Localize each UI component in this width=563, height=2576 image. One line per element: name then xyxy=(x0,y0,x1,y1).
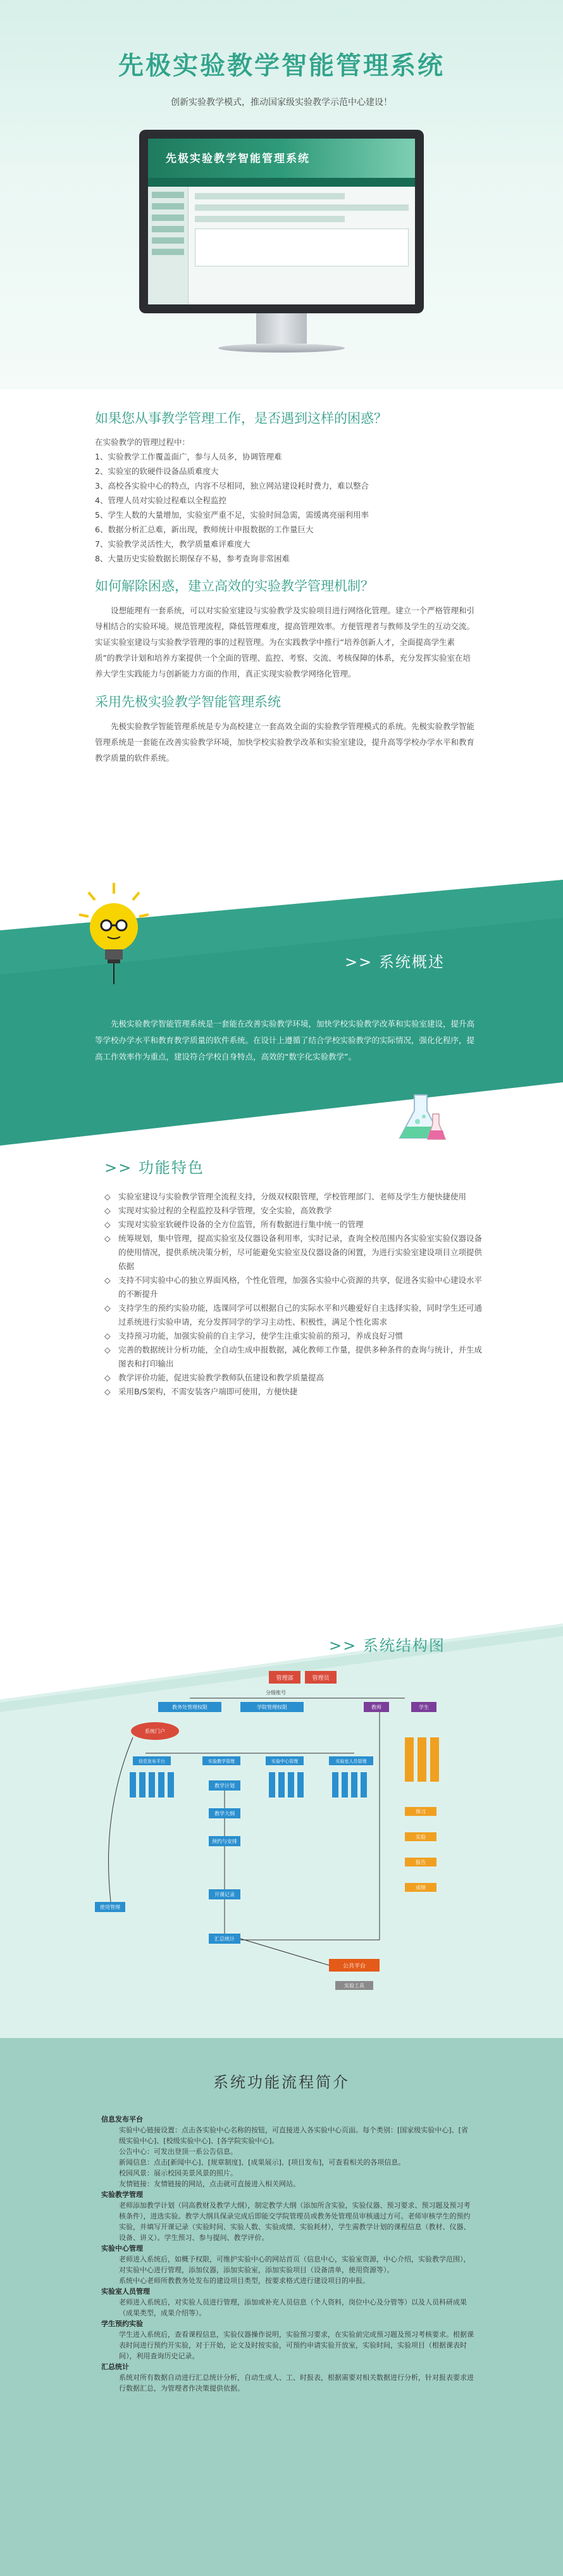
flow-section xyxy=(0,2038,563,2576)
flow-title: 系统功能流程简介 xyxy=(213,2073,350,2091)
flow-body xyxy=(101,2114,474,2394)
flow-line: 公告中心：可发出登顶一系公告信息。 xyxy=(119,2148,237,2156)
node-row2-b-label: 学院管理权限 xyxy=(257,1704,287,1710)
hero-header xyxy=(0,0,563,389)
problems-section xyxy=(0,389,563,766)
sub-account-label: 分级账号 xyxy=(266,1690,286,1696)
problems-heading: 如果您从事教学管理工作，是否遇到这样的困惑？ xyxy=(95,411,387,426)
list-item: 2、实验室的软硬件设备品质难度大 xyxy=(95,466,219,476)
list-item: ◇ 采用B/S架构，不需安装客户端即可使用，方便快捷 xyxy=(104,1385,484,1399)
flow-section-heading: 实验中心管理 xyxy=(101,2244,143,2253)
list-item: 7、实验教学灵活性大，教学质量难评难度大 xyxy=(95,539,251,549)
screen-banner xyxy=(148,139,415,178)
flow-line: 系统对所有数据自动进行汇总统计分析，自动生成人、工、时报表，根据需要对相关数据进行分析，针对报表要求进行数据汇总，为管理者作决策提供依据。 xyxy=(119,2373,474,2392)
screen-menu-bar xyxy=(148,178,415,187)
node-row3-a-label: 信息发布平台 xyxy=(139,1759,165,1764)
flow-section-heading: 信息发布平台 xyxy=(101,2115,143,2123)
screen-banner-title: 先极实验教学智能管理系统 xyxy=(166,153,310,165)
screen-body xyxy=(148,187,415,304)
flow-section-heading: 汇总统计 xyxy=(101,2363,129,2371)
list-item: ◇ 教学评价功能，促进实验教学教师队伍建设和教学质量提高 xyxy=(104,1371,484,1385)
node-row3-d-label: 实验室人员管理 xyxy=(335,1759,367,1764)
flow-header xyxy=(0,2070,563,2092)
list-item: ◇ 实现对实验过程的全程监控及科学管理，安全实验，高效教学 xyxy=(104,1204,484,1218)
list-item: ◇ 实验室建设与实验教学管理全流程支持，分级双权限管理，学校管理部门、老师及学生方便快捷使用 xyxy=(104,1190,484,1204)
node-admin-dept-label: 管理部 xyxy=(276,1675,294,1682)
list-item: ◇ 支持不同实验中心的独立界面风格，个性化管理，加强各实验中心资源的共享，促进各实验中心建设水平的不断提升 xyxy=(104,1273,484,1301)
node-admin-label: 管理员 xyxy=(312,1675,330,1682)
adopt-paragraph: 先极实验教学智能管理系统是专为高校建立一套高效全面的实验教学管理模式的系统。先极实验教学智能管理系统是一套能在改善实验教学环境，加快学校实验教学改革和实验室建设，提升高等学校办学水平和教育教学质量的软件系统。 xyxy=(95,722,475,763)
flow-section-heading: 学生预约实验 xyxy=(101,2320,143,2328)
flow-line: 友情链接：友情链接的网站，点击就可直接进入相关网站。 xyxy=(119,2180,300,2188)
node-row3-c-label: 实验中心管理 xyxy=(271,1759,298,1764)
features-title: >> 功能特色 xyxy=(104,1159,204,1177)
flow-line: 新闻信息：点击[新闻中心]、[规章制度]、[成果展示]、[项目发布]，可查看相关的各项信息。 xyxy=(119,2158,405,2166)
node-row3-b-label: 实验教学管理 xyxy=(208,1759,235,1764)
structure-section xyxy=(0,1623,563,2082)
lightbulb-icon xyxy=(76,880,152,987)
problems-list xyxy=(95,435,563,566)
page-title: 先极实验教学智能管理系统 xyxy=(118,51,445,80)
flow-line: 实验中心链接设置：点击各实验中心名称的按钮，可直接进入各实验中心页面。每个类别：[国家级实验中心]、[省级实验中心]、[校级实验中心]、[各学院实验中心]。 xyxy=(119,2126,468,2145)
overview-paragraph: 先极实验教学智能管理系统是一套能在改善实验教学环境，加快学校实验教学改革和实验室建设，提升高等学校办学水平和教育教学质量的软件系统。在设计上遵循了结合学校实验教学的实际情况，强化化程序，提高工作效率作为重点，建设符合学校自身特点，高效的“数字化实验教学”。 xyxy=(95,1019,475,1061)
monitor-neck xyxy=(256,313,307,344)
node-student-label: 学生 xyxy=(419,1704,429,1710)
list-item: ◇ 实现对实验室软硬件设备的全方位监管，所有数据进行集中统一的管理 xyxy=(104,1218,484,1232)
list-item: 6、数据分析汇总难，新出现，教师统计申报数据的工作量巨大 xyxy=(95,525,314,534)
overview-title: >> 系统概述 xyxy=(345,953,445,971)
node-tools-label: 实验工具 xyxy=(344,1983,364,1989)
list-item: 4、管理人员对实验过程难以全程监控 xyxy=(95,496,226,505)
node-summary-label: 汇总统计 xyxy=(214,1936,235,1942)
monitor-base xyxy=(218,344,345,353)
list-item: ◇ 支持预习功能，加强实验前的自主学习，使学生注重实验前的预习，养成良好习惯 xyxy=(104,1329,484,1343)
overview-section xyxy=(0,880,563,1146)
node-record-label: 开课记录 xyxy=(214,1892,235,1898)
node-plan-label: 教学计划 xyxy=(214,1783,235,1789)
node-booking-label: 预约与安排 xyxy=(212,1839,237,1844)
flow-section-heading: 实验教学管理 xyxy=(101,2191,143,2199)
node-public-platform-label: 公共平台 xyxy=(342,1963,366,1970)
node-usage-mgmt-label: 使用管理 xyxy=(100,1904,120,1910)
list-item: 1、实验教学工作覆盖面广，参与人员多，协调管理难 xyxy=(95,452,282,461)
list-item: ◇ 支持学生的预约实验功能，选课同学可以根据自己的实际水平和兴趣爱好自主选择实验，同时学生还可通过系统进行实验申请，充分发挥同学的学习主动性、积极性，满足个性化需求 xyxy=(104,1301,484,1329)
node-portal-label: 系统门户 xyxy=(145,1729,165,1734)
flask-icon xyxy=(392,1089,449,1146)
list-item: ◇ 完善的数据统计分析功能，全自动生成申报数据，减化教师工作量，提供多种条件的查询与统计，并生成图表和打印输出 xyxy=(104,1343,484,1371)
list-item: 8、大量历史实验数据长期保存不易，参考查询非常困难 xyxy=(95,554,290,563)
screen-main xyxy=(189,187,415,304)
flow-line: 老师添加教学计划（同高教财及教学大纲），制定教学大纲（添加所含实验，实验仪器、预习要求、预习题及预习考核条件），进选实验。教学大纲具保录完成后即能交学院管理员或教务处管理员审核通过方可。老师审核学生的预约实验，并填写开课记录（实验时间、实验人数、实验成绩、实验耗材），学生需教学计划的课程信息（教材、仪器、设备、讲义）。学生预习、参与提问、教学评价。 xyxy=(119,2201,471,2242)
node-report-label: 报告 xyxy=(416,1860,426,1865)
node-experiment-label: 实验 xyxy=(416,1834,426,1840)
page-subtitle: 创新实验教学模式，推动国家级实验教学示范中心建设！ xyxy=(171,97,392,108)
node-teacher-label: 教师 xyxy=(371,1704,381,1710)
structure-title: >> 系统结构图 xyxy=(329,1637,445,1654)
list-item: 3、高校各实验中心的特点，内容不尽相同，独立网站建设耗时费力，难以整合 xyxy=(95,481,369,491)
adopt-heading: 采用先极实验教学智能管理系统 xyxy=(95,694,281,710)
flow-line: 系统中心老师所教教务处发布的建设项目类型，按要求格式进行建设项目的申报。 xyxy=(119,2277,369,2285)
solve-paragraph: 设想能理有一套系统，可以对实验室建设与实验教学及实验项目进行网络化管理。建立一个严格管理和引导相结合的实验环境。规范管理流程，降低管理难度，提高管理效率。方便管理者与教师及学生的互动交流。实证实验室建设与实验教学管理的事的过程管理。为在实践教学中推行“培养创新人才，全面提高学生素质”的教学计划和培养方案提供一个全面的管理、监控、考察、交流、考核保障的体系，充分发挥实验室在培养大学生实践能力与创新能力方面的作用，真正实现实验教学网络化管理。 xyxy=(95,606,475,678)
features-list xyxy=(104,1190,484,1399)
node-preview-label: 预习 xyxy=(416,1809,426,1815)
flow-line: 老师进入系统后，如概予权限，可维护实验中心的网站首页（信息中心，实验室资源，中心介绍，实验教学范围），对实验中心进行管理，添加仪器，添加实验室，添加实验项目（设备清单，使用资源等）。 xyxy=(119,2255,471,2274)
flow-section-heading: 实验室人员管理 xyxy=(101,2287,150,2296)
node-syllabus-label: 教学大纲 xyxy=(214,1811,235,1816)
structure-diagram xyxy=(0,1623,563,2082)
solve-heading: 如何解除困惑，建立高效的实验教学管理机制？ xyxy=(95,578,374,594)
flow-line: 学生进入系统后，查看课程信息，实验仪器操作说明，实验预习要求，在实验前完成预习题及预习考核要求。根据课表时间进行预约开实验，对于开始，论文及时按实验，可预约申请实验开放室，实验时间，实验项目（根据课表时间），利用查询历史记录。 xyxy=(119,2330,474,2360)
list-item: 5、学生人数的大量增加，实验室严重不足，实验时间急需，需缓离亮丽利用率 xyxy=(95,510,369,520)
problems-intro: 在实验教学的管理过程中： xyxy=(95,437,190,447)
monitor-bezel xyxy=(139,130,424,313)
flow-line: 校园风景：展示校园美景风景的照片。 xyxy=(119,2169,237,2177)
monitor-illustration xyxy=(139,130,424,353)
flow-line: 老师进入系统后，对实验人员进行管理，添加或补充人员信息（个人资料，岗位中心及分管等）以及人员科研成果（成果类型，成果介绍等）。 xyxy=(119,2298,467,2317)
node-row2-a-label: 教务处管理权限 xyxy=(172,1704,207,1710)
list-item: ◇ 统筹规划，集中管理，提高实验室及仪器设备利用率，实时记录，查询全校范围内各实验室实验仪器设备的使用情况，提供系统决策分析，尽可能避免实验室及仪器设备的闲置，为进行实验室建设项目立项提供依据 xyxy=(104,1232,484,1273)
monitor-screen xyxy=(148,139,415,304)
screen-sidebar xyxy=(148,187,189,304)
node-grade-label: 成绩 xyxy=(416,1885,426,1891)
